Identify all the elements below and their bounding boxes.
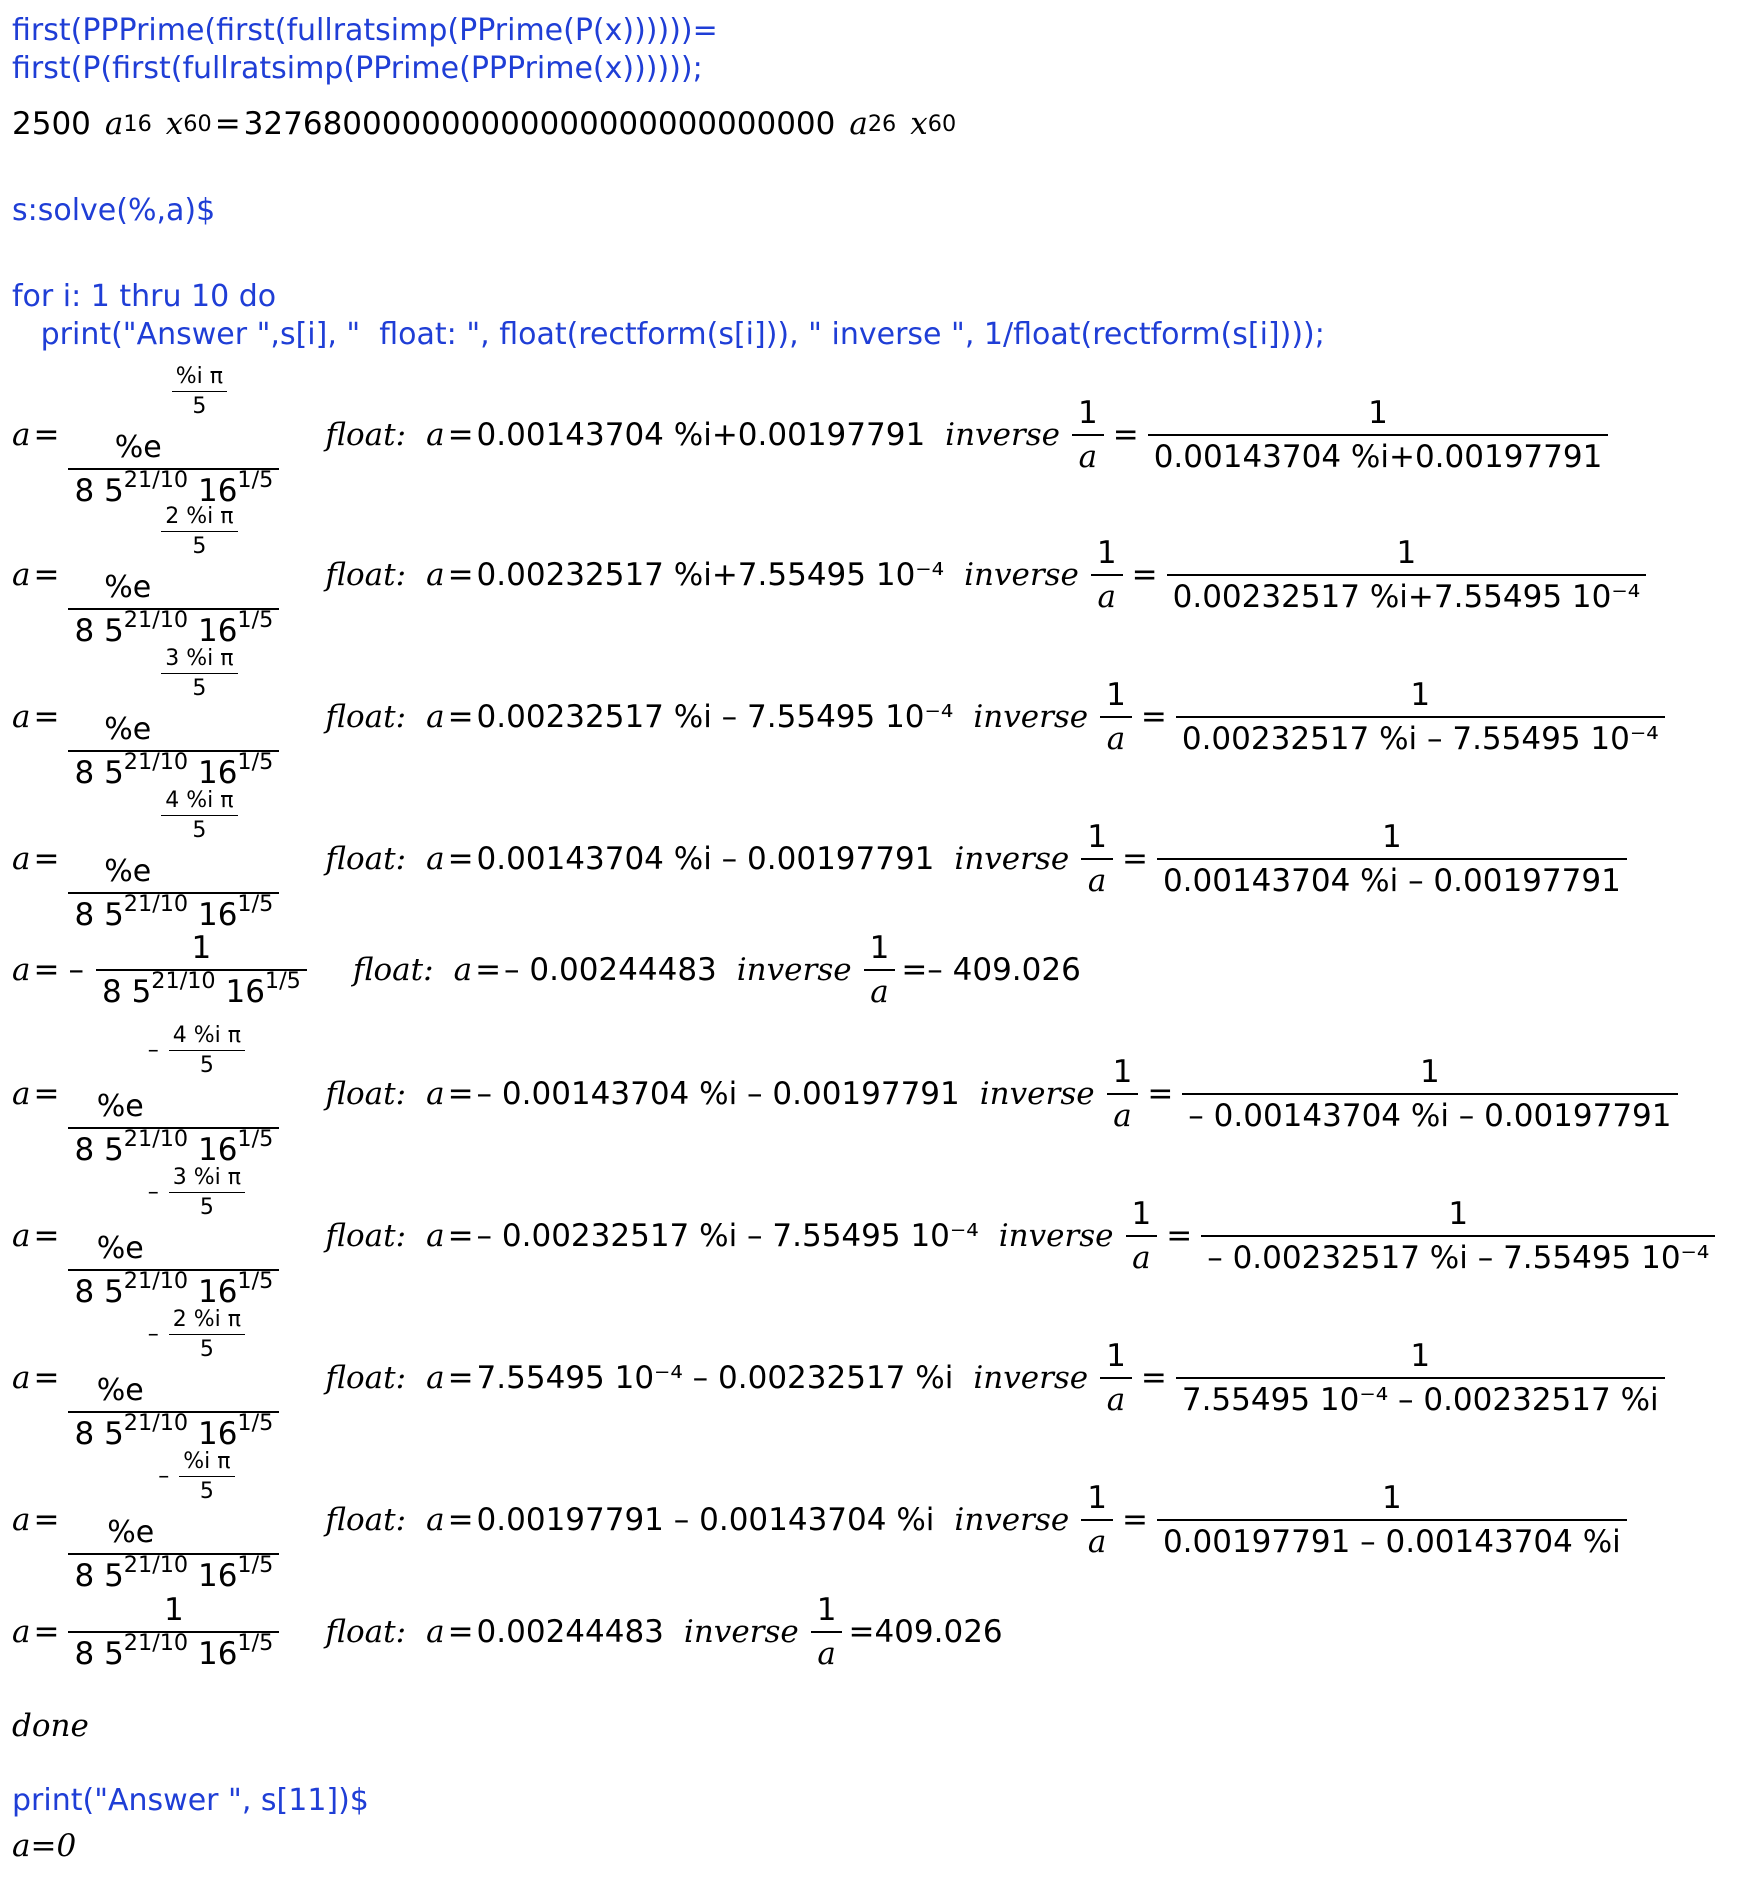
e-base: %e [104, 569, 152, 605]
input-line[interactable]: first(P(first(fullratsimp(PPrime(PPPrime(x)))))); [12, 51, 703, 86]
den-5-exp: 21/10 [123, 606, 189, 633]
inv-lhs-num: 1 [816, 1592, 837, 1628]
exponent [155, 646, 243, 701]
exp-fraction [169, 1023, 245, 1078]
input-cell-2[interactable] [12, 192, 215, 230]
float-label: float: [325, 1218, 407, 1254]
var-a: a [12, 557, 31, 593]
equals: = [1131, 557, 1158, 593]
answer-row [12, 1448, 1633, 1594]
lhs-num [91, 1305, 257, 1408]
exp-term [107, 1448, 240, 1550]
inv-lhs-den: a [1106, 1382, 1126, 1418]
equals: = [1121, 1502, 1148, 1538]
lhs-fraction [68, 502, 279, 649]
exp-den: 5 [199, 1336, 214, 1362]
exp-den: 5 [192, 533, 207, 559]
lhs-fraction [96, 930, 307, 1010]
lhs-num [98, 502, 249, 605]
exp-minus: – [158, 1463, 170, 1489]
equals: = [447, 1614, 474, 1650]
var-a: a [426, 699, 445, 735]
numerator-one: 1 [191, 930, 212, 966]
answer-row [12, 1022, 1684, 1168]
den-8: 8 [74, 1636, 95, 1672]
equals: = [33, 557, 60, 593]
inv-den: 0.00232517 %i+7.55495 10⁻⁴ [1172, 579, 1641, 615]
den-5: 5 [104, 612, 124, 649]
lhs-num [109, 362, 239, 465]
inv-fraction [1157, 1480, 1627, 1560]
exp-den: 5 [192, 675, 207, 701]
answer-row [12, 503, 1652, 649]
e-base: %e [107, 1514, 155, 1550]
float-label: float: [325, 699, 407, 735]
exp-fraction [161, 788, 237, 843]
den-16: 16 [197, 612, 238, 649]
den-16: 16 [197, 1557, 238, 1594]
inv-lhs-fraction [864, 930, 896, 1010]
inv-lhs-num: 1 [1131, 1196, 1152, 1232]
exponent [155, 504, 243, 559]
inv-lhs-den: a [1106, 721, 1126, 757]
output-var: x [165, 106, 184, 142]
equals: = [33, 1360, 60, 1396]
den-8: 8 [74, 754, 95, 791]
inv-num: 1 [1368, 395, 1388, 431]
exp-term [104, 645, 243, 747]
exp-num: 2 %i π [172, 1306, 242, 1332]
den-5-exp: 21/10 [123, 1551, 189, 1578]
lhs-num [98, 786, 249, 889]
exp-fraction [169, 1165, 245, 1220]
equals: = [1166, 1218, 1193, 1254]
answer-row [12, 645, 1671, 791]
exp-num: 4 %i π [165, 787, 234, 813]
var-a: a [12, 417, 31, 453]
den-5: 5 [104, 1273, 124, 1310]
exponent [155, 788, 243, 843]
exp-den: 5 [199, 1478, 214, 1504]
equals: = [475, 952, 502, 988]
den-16: 16 [197, 472, 238, 509]
inv-den: 0.00197791 – 0.00143704 %i [1162, 1524, 1621, 1560]
den-5: 5 [104, 472, 124, 509]
den-16: 16 [197, 754, 238, 791]
equals: = [447, 557, 474, 593]
var-a: a [453, 952, 473, 988]
lhs-fraction [68, 1021, 279, 1168]
var-a: a [12, 1076, 31, 1112]
den-5: 5 [104, 1636, 124, 1672]
inverse-label: inverse [998, 1218, 1114, 1254]
den-16: 16 [197, 1131, 238, 1168]
lhs-fraction [68, 644, 279, 791]
den-16-exp: 1/5 [237, 1630, 274, 1657]
inv-lhs-fraction [811, 1592, 843, 1672]
den-8: 8 [74, 472, 95, 509]
exp-fraction [172, 364, 227, 419]
e-base: %e [104, 853, 152, 889]
var-a: a [426, 1076, 445, 1112]
den-5: 5 [104, 1415, 124, 1452]
exp-term [96, 1306, 251, 1408]
inverse-label: inverse [945, 417, 1060, 453]
input-cell-4[interactable] [12, 1782, 369, 1820]
equals: = [33, 1502, 60, 1538]
inv-lhs-den: a [870, 974, 889, 1010]
den-16-exp: 1/5 [237, 890, 274, 917]
den-16-exp: 1/5 [237, 1409, 274, 1436]
lhs-den [96, 968, 307, 1010]
equals: = [1121, 841, 1148, 877]
float-value: 0.00232517 %i – 7.55495 10⁻⁴ [476, 699, 954, 735]
inv-lhs-den: a [817, 1636, 836, 1672]
lhs-fraction [68, 786, 279, 933]
float-label: float: [352, 952, 434, 988]
equals: = [447, 1218, 474, 1254]
inv-lhs-num: 1 [1077, 395, 1098, 431]
inv-fraction [1201, 1196, 1715, 1276]
input-line[interactable]: s:solve(%,a)$ [12, 193, 216, 228]
input-line[interactable]: print("Answer ", s[11])$ [12, 1783, 369, 1818]
exp-term [96, 1164, 251, 1266]
equals: = [1140, 699, 1167, 735]
exponent [158, 1449, 240, 1504]
equals: = [33, 699, 60, 735]
e-base: %e [96, 1088, 144, 1124]
den-8: 8 [74, 896, 95, 933]
inv-lhs-fraction [1107, 1054, 1139, 1134]
den-5: 5 [104, 754, 124, 791]
inv-lhs-den: a [1097, 579, 1117, 615]
output-eq: = [214, 106, 241, 142]
exp-num: %i π [175, 363, 224, 389]
inverse-label: inverse [979, 1076, 1095, 1112]
exp-minus: – [147, 1321, 159, 1347]
done-output: done [12, 1708, 89, 1744]
e-base: %e [96, 1230, 144, 1266]
inv-lhs-den: a [1087, 863, 1107, 899]
exp-den: 5 [192, 817, 207, 843]
float-label: float: [325, 1076, 407, 1112]
float-label: float: [325, 1614, 407, 1650]
inverse-label: inverse [954, 1502, 1070, 1538]
inv-fraction [1176, 1338, 1665, 1418]
input-line[interactable]: print("Answer ",s[i], " float: ", float(rectform(s[i])), " inverse ", 1/float(rectform(s[i]))); [12, 317, 1325, 352]
lhs-num [101, 1447, 246, 1550]
equals: = [447, 1502, 474, 1538]
den-8: 8 [74, 1273, 95, 1310]
inv-lhs-den: a [1113, 1098, 1132, 1134]
inv-fraction [1157, 819, 1627, 899]
lhs-fraction [68, 1163, 279, 1310]
exponent [166, 364, 233, 419]
float-label: float: [325, 557, 407, 593]
var-a: a [12, 1614, 31, 1650]
equals: = [1112, 417, 1139, 453]
den-5-exp: 21/10 [123, 1409, 189, 1436]
inv-lhs-num: 1 [1112, 1054, 1133, 1090]
float-value: 0.00143704 %i+0.00197791 [476, 417, 926, 453]
exp-num: %i π [183, 1448, 231, 1474]
den-5: 5 [104, 896, 124, 933]
exp-term [104, 787, 243, 889]
answer-row [12, 922, 1081, 1018]
inv-num: 1 [1382, 819, 1402, 855]
float-label: float: [325, 417, 407, 453]
inv-num: 1 [1396, 535, 1417, 571]
den-16-exp: 1/5 [237, 1267, 274, 1294]
float-label: float: [325, 1502, 407, 1538]
exp-num: 3 %i π [165, 645, 234, 671]
inv-num: 1 [1420, 1054, 1440, 1090]
den-5-exp: 21/10 [123, 1267, 189, 1294]
exp-minus: – [147, 1179, 159, 1205]
equals: = [33, 417, 60, 453]
input-line[interactable]: for i: 1 thru 10 do [12, 279, 277, 314]
lhs-minus: – [68, 952, 84, 988]
inv-den: 0.00232517 %i – 7.55495 10⁻⁴ [1181, 721, 1659, 757]
den-16-exp: 1/5 [237, 606, 274, 633]
inv-lhs-num: 1 [1106, 1338, 1126, 1374]
exp-num: 4 %i π [172, 1022, 242, 1048]
den-5-exp: 21/10 [123, 748, 189, 775]
inv-den: – 0.00143704 %i – 0.00197791 [1188, 1098, 1672, 1134]
output-equation: 2500 a 16 x 60 = 327680000000000000000000000000 a 26 x 60 [12, 106, 957, 142]
inv-den: – 0.00232517 %i – 7.55495 10⁻⁴ [1207, 1240, 1710, 1276]
inv-lhs-fraction [1091, 535, 1123, 615]
lhs-den [68, 1630, 279, 1672]
equals: = [447, 417, 474, 453]
equals: = [33, 1218, 60, 1254]
numerator-one: 1 [164, 1592, 184, 1628]
den-16-exp: 1/5 [237, 748, 274, 775]
exp-fraction [161, 504, 237, 559]
inv-lhs-num: 1 [1087, 1480, 1107, 1516]
den-16-exp: 1/5 [237, 1125, 274, 1152]
var-a: a [426, 1218, 445, 1254]
exp-term [96, 1022, 251, 1124]
exp-den: 5 [199, 1194, 214, 1220]
input-cell-3[interactable] [12, 278, 1325, 354]
equals: = [33, 1076, 60, 1112]
exp-fraction [169, 1307, 245, 1362]
den-8: 8 [74, 1557, 95, 1594]
den-8: 8 [74, 1131, 95, 1168]
inv-lhs-den: a [1132, 1240, 1151, 1276]
inv-num: 1 [1410, 1338, 1431, 1374]
answer-row [12, 1306, 1671, 1452]
final-output: a=0 [12, 1828, 77, 1864]
var-a: a [426, 1360, 445, 1396]
inv-lhs-fraction [1100, 677, 1132, 757]
inv-fraction [1167, 535, 1647, 615]
inverse-value: =– 409.026 [901, 952, 1081, 988]
answer-row [12, 363, 1614, 509]
inv-num: 1 [1410, 677, 1431, 713]
exponent [148, 1165, 251, 1220]
float-value: 0.00143704 %i – 0.00197791 [476, 841, 935, 877]
den-5: 5 [104, 1131, 124, 1168]
lhs-num [186, 930, 218, 966]
den-5-exp: 21/10 [123, 890, 189, 917]
inverse-label: inverse [736, 952, 852, 988]
lhs-num [158, 1592, 190, 1628]
den-16: 16 [197, 896, 238, 933]
inverse-label: inverse [973, 1360, 1089, 1396]
var-a: a [12, 1218, 31, 1254]
inv-lhs-den: a [1078, 439, 1098, 475]
exp-den: 5 [192, 393, 207, 419]
answer-row [12, 1164, 1721, 1310]
var-a: a [12, 952, 31, 988]
inv-fraction [1148, 395, 1609, 475]
den-5-exp: 21/10 [123, 1630, 189, 1657]
float-value: – 0.00143704 %i – 0.00197791 [476, 1076, 960, 1112]
equals: = [33, 952, 60, 988]
inverse-label: inverse [683, 1614, 799, 1650]
var-a: a [426, 1614, 445, 1650]
lhs-num [91, 1021, 257, 1124]
inv-lhs-num: 1 [1106, 677, 1126, 713]
inv-lhs-num: 1 [1096, 535, 1117, 571]
input-line[interactable]: first(PPPrime(first(fullratsimp(PPrime(P(x))))))= [12, 13, 718, 48]
inv-lhs-fraction [1072, 395, 1104, 475]
var-a: a [12, 1502, 31, 1538]
answer-row [12, 787, 1633, 933]
output-coef: 2500 [12, 106, 91, 142]
exp-den: 5 [199, 1052, 214, 1078]
den-16-exp: 1/5 [237, 466, 274, 493]
den-16: 16 [225, 974, 265, 1010]
equals: = [33, 1614, 60, 1650]
inv-lhs-fraction [1081, 1480, 1113, 1560]
den-16: 16 [197, 1415, 238, 1452]
inv-fraction [1182, 1054, 1677, 1134]
inverse-label: inverse [973, 699, 1089, 735]
den-8: 8 [74, 1415, 95, 1452]
var-a: a [426, 1502, 445, 1538]
equals: = [447, 1360, 474, 1396]
float-value: – 0.00232517 %i – 7.55495 10⁻⁴ [476, 1218, 979, 1254]
exp-fraction [179, 1449, 234, 1504]
lhs-num [98, 644, 249, 747]
inv-lhs-num: 1 [1087, 819, 1107, 855]
equals: = [447, 841, 474, 877]
exp-num: 2 %i π [165, 503, 234, 529]
inv-lhs-fraction [1100, 1338, 1132, 1418]
exp-fraction [161, 646, 237, 701]
exp-term [114, 363, 233, 465]
var-a: a [12, 1360, 31, 1396]
inv-lhs-fraction [1081, 819, 1113, 899]
den-8: 8 [74, 612, 95, 649]
den-5-exp: 21/10 [123, 1125, 189, 1152]
exp-term [104, 503, 243, 605]
var-a: a [426, 557, 445, 593]
lhs-fraction [68, 362, 279, 509]
inv-lhs-den: a [1087, 1524, 1107, 1560]
den-5: 5 [104, 1557, 124, 1594]
den-16-exp: 1/5 [264, 968, 301, 995]
float-label: float: [325, 841, 407, 877]
e-base: %e [104, 711, 152, 747]
equals: = [447, 699, 474, 735]
equals: = [1140, 1360, 1167, 1396]
output-coef: 327680000000000000000000000000 [243, 106, 836, 142]
inverse-label: inverse [964, 557, 1079, 593]
exponent [148, 1023, 251, 1078]
output-var: a [104, 106, 124, 142]
inv-den: 0.00143704 %i – 0.00197791 [1162, 863, 1621, 899]
inverse-value: =409.026 [848, 1614, 1003, 1650]
var-a: a [12, 841, 31, 877]
den-16: 16 [197, 1636, 238, 1672]
equals: = [1147, 1076, 1174, 1112]
inv-fraction [1176, 677, 1665, 757]
output-var: x [910, 106, 928, 142]
exponent [148, 1307, 251, 1362]
lhs-fraction [68, 1592, 279, 1672]
den-5-exp: 21/10 [123, 466, 189, 493]
inv-lhs-num: 1 [869, 930, 890, 966]
den-5: 5 [131, 974, 152, 1010]
e-base: %e [114, 429, 162, 465]
e-base: %e [96, 1372, 144, 1408]
exp-minus: – [147, 1037, 159, 1063]
inv-den: 7.55495 10⁻⁴ – 0.00232517 %i [1181, 1382, 1659, 1418]
exp-num: 3 %i π [172, 1164, 242, 1190]
equals: = [447, 1076, 474, 1112]
den-8: 8 [101, 974, 122, 1010]
float-label: float: [325, 1360, 407, 1396]
inverse-label: inverse [954, 841, 1070, 877]
equals: = [33, 841, 60, 877]
float-value: 0.00197791 – 0.00143704 %i [476, 1502, 935, 1538]
var-a: a [12, 699, 31, 735]
inv-num: 1 [1448, 1196, 1469, 1232]
lhs-fraction [68, 1447, 279, 1594]
den-16-exp: 1/5 [237, 1551, 274, 1578]
var-a: a [426, 417, 445, 453]
lhs-num [91, 1163, 257, 1266]
float-value: 0.00244483 [476, 1614, 664, 1650]
output-var: a [849, 106, 868, 142]
float-value: 7.55495 10⁻⁴ – 0.00232517 %i [476, 1360, 954, 1396]
answer-row [12, 1582, 1003, 1682]
float-value: 0.00232517 %i+7.55495 10⁻⁴ [476, 557, 945, 593]
input-cell-1[interactable] [12, 12, 718, 88]
den-5-exp: 21/10 [151, 968, 216, 995]
den-16: 16 [197, 1273, 238, 1310]
lhs-fraction [68, 1305, 279, 1452]
inv-num: 1 [1382, 1480, 1402, 1516]
inv-den: 0.00143704 %i+0.00197791 [1153, 439, 1603, 475]
float-value: – 0.00244483 [504, 952, 717, 988]
inv-lhs-fraction [1126, 1196, 1158, 1276]
var-a: a [426, 841, 445, 877]
